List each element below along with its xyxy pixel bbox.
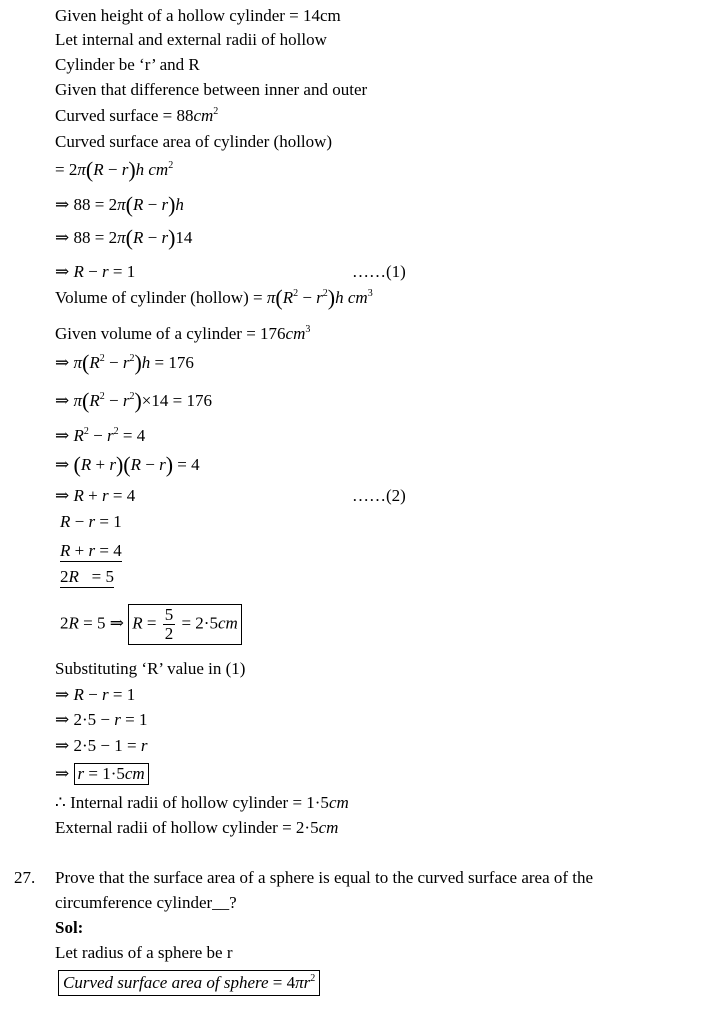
text-fragment: Internal radii of hollow cylinder bbox=[70, 793, 293, 812]
question-text: Prove that the surface area of a sphere is equal to the curved surface area of the bbox=[55, 868, 594, 887]
equation-line: R − r = 1 bbox=[60, 512, 122, 531]
equation-line: ⇒ 88 = 2π(R − r)14 bbox=[55, 225, 193, 250]
equation-line: ⇒ 88 = 2π(R − r)h bbox=[55, 192, 184, 217]
equation-line: 2R = 5 ⇒ R = $\frac{5}{2}$ = 2·5cm bbox=[60, 604, 242, 645]
text-fragment: External radii of hollow cylinder bbox=[55, 818, 283, 837]
text-line: Curved surface area of cylinder (hollow) bbox=[55, 132, 333, 151]
equation-line: ⇒ $\pi(R^2 - r^2)h = 176$ bbox=[55, 350, 194, 375]
equation-line: ⇒ R − r = 1 bbox=[55, 262, 136, 281]
equation-line: ⇒ 2·5 − r = 1 bbox=[55, 710, 148, 729]
conclusion-line bbox=[55, 818, 338, 838]
unit-fragment: cm bbox=[328, 793, 349, 812]
text-fragment: Volume of cylinder (hollow) = bbox=[55, 288, 267, 307]
equation-line: R + r = 4 bbox=[60, 541, 122, 560]
sol-label-text: Sol: bbox=[55, 918, 84, 937]
text-line: Substituting ‘R’ value in (1) bbox=[55, 659, 246, 678]
equation-line: = 2π(R − r)h $cm^2$ bbox=[55, 157, 174, 182]
equation-fragment: = 88 bbox=[162, 106, 194, 125]
formula-text: Curved surface area of sphere bbox=[63, 973, 269, 992]
unit-fragment: cm bbox=[285, 324, 306, 343]
unit-fragment: cm bbox=[193, 106, 214, 125]
text-line: Let internal and external radii of hollow bbox=[55, 30, 327, 49]
text-line: Cylinder be ‘r’ and R bbox=[55, 55, 200, 74]
equation-fragment: = 2·5 bbox=[282, 818, 319, 837]
equation-fragment: = 1·5 bbox=[292, 793, 329, 812]
question-text: circumference cylinder__? bbox=[55, 893, 237, 912]
equation-tag: ……(2) bbox=[352, 486, 406, 505]
equation-line: ⇒ 2·5 − 1 = r bbox=[55, 736, 148, 755]
equation-fragment: = 176 bbox=[246, 324, 286, 343]
text-line: Given volume of a cylinder = $176cm^3$ bbox=[55, 324, 311, 343]
equation-line: ⇒ R − r = 1 bbox=[55, 685, 136, 704]
text-line: Given that difference between inner and outer bbox=[55, 80, 368, 99]
boxed-formula: Curved surface area of sphere = $4\pi r^2$ bbox=[58, 970, 320, 996]
equation-line: ⇒ $\pi(R^2 - r^2)\times 14 = 176$ bbox=[55, 388, 212, 413]
text-line: Volume of cylinder (hollow) = $\pi(R^2 - r^2)h$ $cm^3$ bbox=[55, 285, 373, 310]
question-number: 27. bbox=[14, 868, 36, 887]
equation-line: ⇒ r = 1·5cm bbox=[55, 763, 149, 785]
equation-line: ⇒ (R + r)(R − r) = 4 bbox=[55, 452, 200, 477]
text-line: Let radius of a sphere be r bbox=[55, 943, 233, 962]
text-fragment: Curved surface bbox=[55, 106, 163, 125]
text-line: Curved surface = $88cm^2$ bbox=[55, 106, 219, 125]
equation-line: ⇒ $R^2 - r^2 = 4$ bbox=[55, 426, 146, 445]
equation-tag: ……(1) bbox=[352, 262, 406, 281]
equation-line: ⇒ R + r = 4 bbox=[55, 486, 136, 505]
equation-line: 2R = 5 bbox=[60, 567, 114, 586]
text-line: Given height of a hollow cylinder = 14cm bbox=[55, 6, 341, 25]
text-fragment: Given volume of a cylinder bbox=[55, 324, 247, 343]
sol-label bbox=[55, 918, 83, 938]
unit-fragment: cm bbox=[318, 818, 339, 837]
conclusion-line: ∴ Internal radii of hollow cylinder = 1·5cm bbox=[55, 793, 349, 812]
